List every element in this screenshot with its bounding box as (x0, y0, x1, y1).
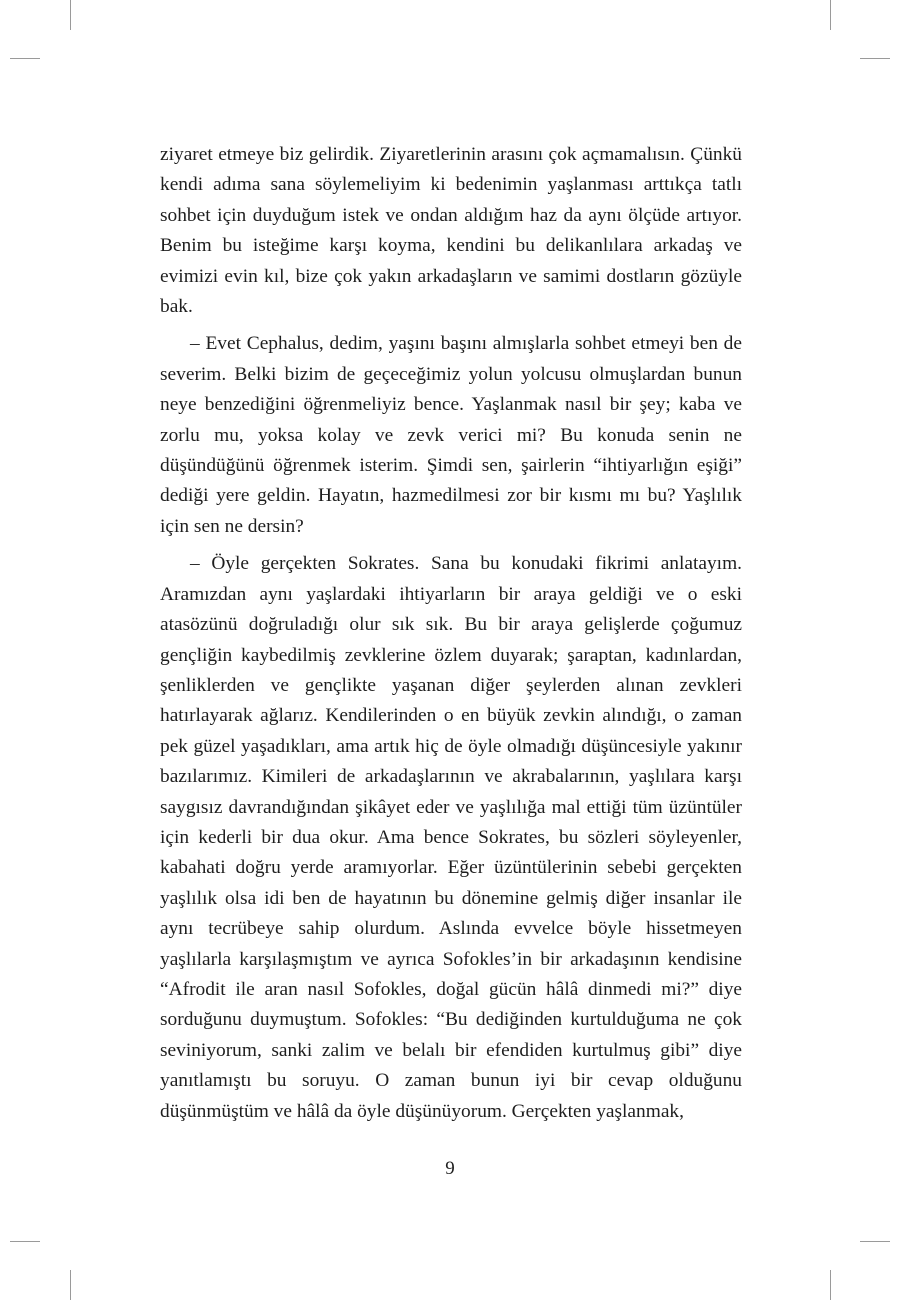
crop-mark-right-bottom (860, 1241, 890, 1242)
crop-mark-left-bottom (10, 1241, 40, 1242)
crop-mark-bottom-left (70, 1270, 71, 1300)
crop-mark-left-top (10, 58, 40, 59)
crop-mark-top-left (70, 0, 71, 30)
crop-mark-top-right (830, 0, 831, 30)
paragraph-2: – Evet Cephalus, dedim, yaşını başını almışlarla sohbet etmeyi ben de severim. Belki bizim de geçeceğimiz yolun yolcusu olmuşlardan bunun neye benzediğini öğrenmeliyiz bence. Yaşlanmak nasıl bir şey; kaba ve zorlu mu, yoksa kolay ve zevk verici mi? Bu konuda senin ne düşündüğünü öğrenmek isterim. Şimdi sen, şairlerin “ihtiyarlığın eşiği” dediği yere geldin. Hayatın, hazmedilmesi zor bir kısmı mı bu? Yaşlılık için sen ne dersin? (160, 333, 742, 537)
body-text (160, 140, 742, 1134)
crop-mark-right-top (860, 58, 890, 59)
page-number: 9 (445, 1158, 455, 1179)
crop-mark-bottom-right (830, 1270, 831, 1300)
paragraph-3: – Öyle gerçekten Sokrates. Sana bu konudaki fikrimi anlatayım. Aramızdan aynı yaşlardaki ihtiyarların bir araya geldiği ve o eski atasözünü doğruladığı olur sık sık. Bu bir araya gelişlerde çoğumuz gençliğin kaybedilmiş zevklerine özlem duyarak; şaraptan, kadınlardan, şenliklerden ve gençlikte yaşanan diğer şeylerden alınan zevkleri hatırlayarak ağlarız. Kendilerinden o en büyük zevkin alındığı, o zaman pek güzel yaşadıkları, ama artık hiç de öyle olmadığı düşüncesiyle yakınır bazılarımız. Kimileri de arkadaşlarının ve akrabalarının, yaşlılara karşı saygısız davrandığından şikâyet eder ve yaşlılığa mal ettiği tüm üzüntüler için kederli bir dua okur. Ama bence Sokrates, bu sözleri söyleyenler, kabahati doğru yerde aramıyorlar. Eğer üzüntülerinin sebebi gerçekten yaşlılık olsa idi ben de hayatının bu dönemine gelmiş diğer insanlar ile aynı tecrübeye sahip olurdum. Aslında evvelce böyle hissetmeyen yaşlılarla karşılaşmıştım ve ayrıca Sofokles’in bir arkadaşının kendisine “Afrodit ile aran nasıl Sofokles, doğal gücün hâlâ dinmedi mi?” diye sorduğunu duymuştum. Sofokles: “Bu dediğinden kurtulduğuma ne çok seviniyorum, sanki zalim ve belalı bir efendiden kurtulmuş gibi” diye yanıtlamıştı bu soruyu. O zaman bunun iyi bir cevap olduğunu düşünmüştüm ve hâlâ da öyle düşünüyorum. Gerçekten yaşlanmak, (160, 553, 742, 1122)
paragraph-1: ziyaret etmeye biz gelirdik. Ziyaretlerinin arasını çok açmamalısın. Çünkü kendi adıma sana söylemeliyim ki bedenimin yaşlanması arttıkça tatlı sohbet için duyduğum istek ve ondan aldığım haz da aynı ölçüde artıyor. Benim bu isteğime karşı koyma, kendini bu delikanlılara arkadaş ve evimizi evin kıl, bize çok yakın arkadaşların ve samimi dostların gözüyle bak. (160, 144, 742, 318)
